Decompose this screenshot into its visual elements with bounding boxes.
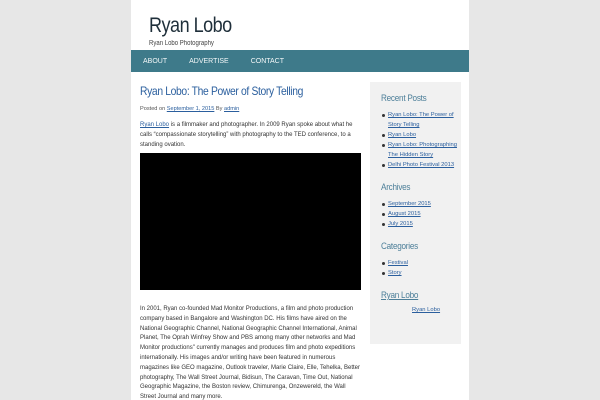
archives-title: Archives bbox=[381, 182, 411, 193]
post-meta bbox=[140, 106, 362, 112]
post-title-link[interactable]: Ryan Lobo: The Power of Story Telling bbox=[140, 84, 304, 98]
main-navigation bbox=[131, 50, 469, 72]
by-label: By bbox=[215, 106, 223, 112]
recent-post-link[interactable]: Ryan Lobo: The Power of Story Telling bbox=[388, 112, 454, 128]
category-link[interactable]: Story bbox=[388, 270, 402, 276]
post-date-link[interactable]: September 1, 2015 bbox=[166, 106, 215, 112]
video-player[interactable] bbox=[140, 153, 361, 290]
recent-post-link[interactable]: Ryan Lobo: Photographing The Hidden Story bbox=[388, 142, 457, 158]
list-item bbox=[381, 160, 461, 170]
post-intro bbox=[140, 121, 362, 150]
list-item bbox=[381, 110, 461, 130]
archive-link[interactable]: September 2015 bbox=[388, 201, 431, 207]
intro-name-link[interactable]: Ryan Lobo bbox=[140, 122, 170, 128]
archives-list bbox=[381, 199, 461, 229]
site-title[interactable]: Ryan Lobo bbox=[149, 14, 232, 37]
recent-posts-list bbox=[381, 110, 461, 170]
posted-on-label: Posted on bbox=[140, 106, 166, 112]
archive-link[interactable]: July 2015 bbox=[388, 221, 413, 227]
site-description: Ryan Lobo Photography bbox=[149, 40, 214, 47]
recent-post-link[interactable]: Delhi Photo Festival 2013 bbox=[388, 162, 455, 168]
recent-posts-title: Recent Posts bbox=[381, 93, 427, 104]
sidebar bbox=[370, 82, 461, 344]
list-item bbox=[381, 209, 461, 219]
archive-link[interactable]: August 2015 bbox=[388, 211, 421, 217]
list-item bbox=[381, 199, 461, 209]
site-header bbox=[149, 14, 245, 47]
nav-item-contact[interactable]: CONTACT bbox=[250, 57, 284, 65]
list-item bbox=[381, 258, 461, 268]
list-item bbox=[381, 140, 461, 160]
categories-title: Categories bbox=[381, 241, 418, 252]
categories-list bbox=[381, 258, 461, 278]
intro-text: is a filmmaker and photographer. In 2009 Ryan spoke about what he calls “compassionate storytelling” with photography to the TED conference, to a standing ovation. bbox=[140, 122, 353, 148]
list-item bbox=[381, 130, 461, 140]
post-article bbox=[140, 82, 362, 150]
post-author-link[interactable]: admin bbox=[224, 106, 240, 112]
ryan-widget-title[interactable]: Ryan Lobo bbox=[381, 290, 419, 301]
ryan-widget-link[interactable]: Ryan Lobo bbox=[412, 307, 441, 313]
category-link[interactable]: Festival bbox=[388, 260, 408, 266]
nav-item-advertise[interactable]: ADVERTISE bbox=[189, 57, 229, 65]
list-item bbox=[381, 219, 461, 229]
list-item bbox=[381, 268, 461, 278]
nav-item-about[interactable]: ABOUT bbox=[143, 57, 168, 65]
recent-post-link[interactable]: Ryan Lobo bbox=[388, 132, 417, 138]
post-body: In 2001, Ryan co-founded Mad Monitor Productions, a film and photo production company based in Bangalore and Washington DC. His films have aired on the National Geographic Channel, National Geographic Channel International, Animal Planet, The Oprah Winfrey Show and PBS among many other networks and Mad Monitor productions" currently manages and produces film and photo expeditions internationally. His images and/or writing have been featured in numerous magazines like GEO magazine, Outlook traveler, Marie Claire, Elle, Tehelka, Better photography, The Wall Street Journal, Bidisun, The Caravan, Time Out, National Geographic Magazine, the Boston review, Chimurenga, Onzewereld, the Wall Street Journal and many more. bbox=[140, 306, 360, 400]
